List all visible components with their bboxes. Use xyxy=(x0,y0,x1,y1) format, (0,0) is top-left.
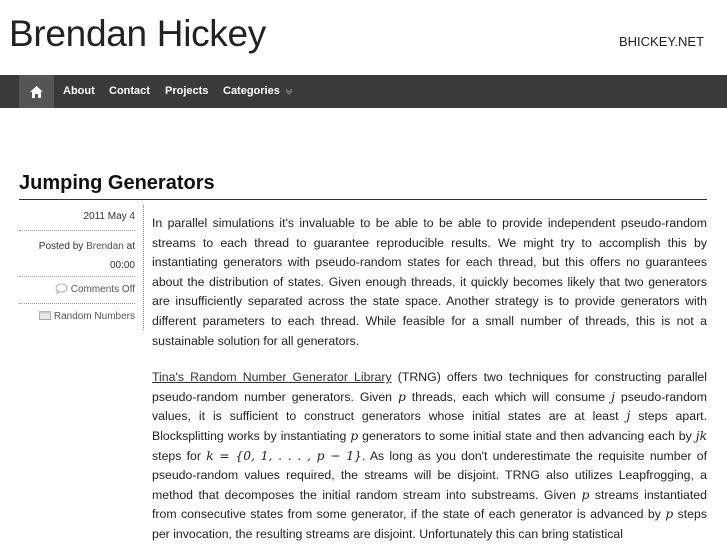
math-p: p xyxy=(581,487,590,502)
nav-home-button[interactable] xyxy=(19,75,54,108)
post-time: 00:00 xyxy=(109,260,135,271)
paragraph: In parallel simulations it's invaluable to be able to be able to provide independent pseudo-random streams to each thread to guarantee reproducible results. We might try to accomplish this by instantiating generators with pseudo-random states for each thread, but this offers no guarantees about the distribution of states. Given enough threads, it quickly becomes likely that two generators are insufficiently separated across the state space. Another strategy is to provide generators with different parameters to each thread. While feasible for a small number of threads, this is not a sustainable solution for all generators. xyxy=(152,216,707,348)
category-line xyxy=(19,310,135,322)
math-p: p xyxy=(397,389,406,404)
site-header xyxy=(0,0,727,75)
comments-line xyxy=(19,283,135,295)
meta-divider-vertical xyxy=(143,205,144,330)
nav-item-categories[interactable]: Categories xyxy=(223,85,280,97)
math-p: p xyxy=(665,507,674,522)
author-link[interactable]: Brendan xyxy=(86,241,124,252)
nav-item-contact[interactable]: Contact xyxy=(109,85,150,97)
math-j: j xyxy=(626,409,631,424)
meta-divider xyxy=(19,303,135,304)
comments-link[interactable]: Comments Off xyxy=(70,284,135,295)
paragraph: Tina's Random Number Generator Library (TRNG) offers two techniques for constructing parallel pseudo-random number generators. Given p threads, each which will consume j pseudo-random values, it is sufficient to construct generators whose initial states are at least j steps apart. Blocksplitting works by instantiating p generators to some initial state and then advancing each by jk steps for k = {0, 1, . . . , p − 1}. As long as you don't underestimate the requisite number of pseudo-random values required, the streams will be disjoint. TRNG also utilizes Leapfrogging, a method that decomposes the initial random stream into substreams. Given p streams instantiated from consecutive states from some generator, if the state of each generator is advanced by p steps per invocation, the resulting streams are disjoint. Unfortunately this can bring statistical xyxy=(152,370,708,541)
math-j: j xyxy=(611,389,615,404)
math-p: p xyxy=(350,428,359,443)
trng-link[interactable]: Tina's Random Number Generator Library xyxy=(152,370,392,385)
meta-divider xyxy=(19,230,135,231)
chevron-down-icon[interactable] xyxy=(284,86,294,96)
home-icon xyxy=(30,86,43,98)
math-jk: jk xyxy=(695,428,708,443)
meta-divider xyxy=(19,276,135,277)
posted-by-label: Posted by xyxy=(38,241,84,252)
site-title[interactable]: Brendan Hickey xyxy=(9,13,266,54)
title-divider xyxy=(19,199,707,200)
category-link[interactable]: Random Numbers xyxy=(53,311,135,322)
nav-item-projects[interactable]: Projects xyxy=(165,85,209,97)
nav-item-about[interactable]: About xyxy=(63,85,95,97)
folder-icon xyxy=(39,310,51,320)
post-title[interactable]: Jumping Generators xyxy=(19,172,215,194)
post-author-line xyxy=(19,237,135,275)
main-nav xyxy=(0,75,727,108)
post-content xyxy=(152,214,707,545)
at-label: at xyxy=(126,241,135,252)
comment-icon xyxy=(55,283,68,294)
site-url[interactable]: BHICKEY.NET xyxy=(619,34,705,49)
math-k-set: k = {0, 1, . . . , p − 1} xyxy=(206,448,362,463)
post-date: 2011 May 4 xyxy=(83,211,135,222)
